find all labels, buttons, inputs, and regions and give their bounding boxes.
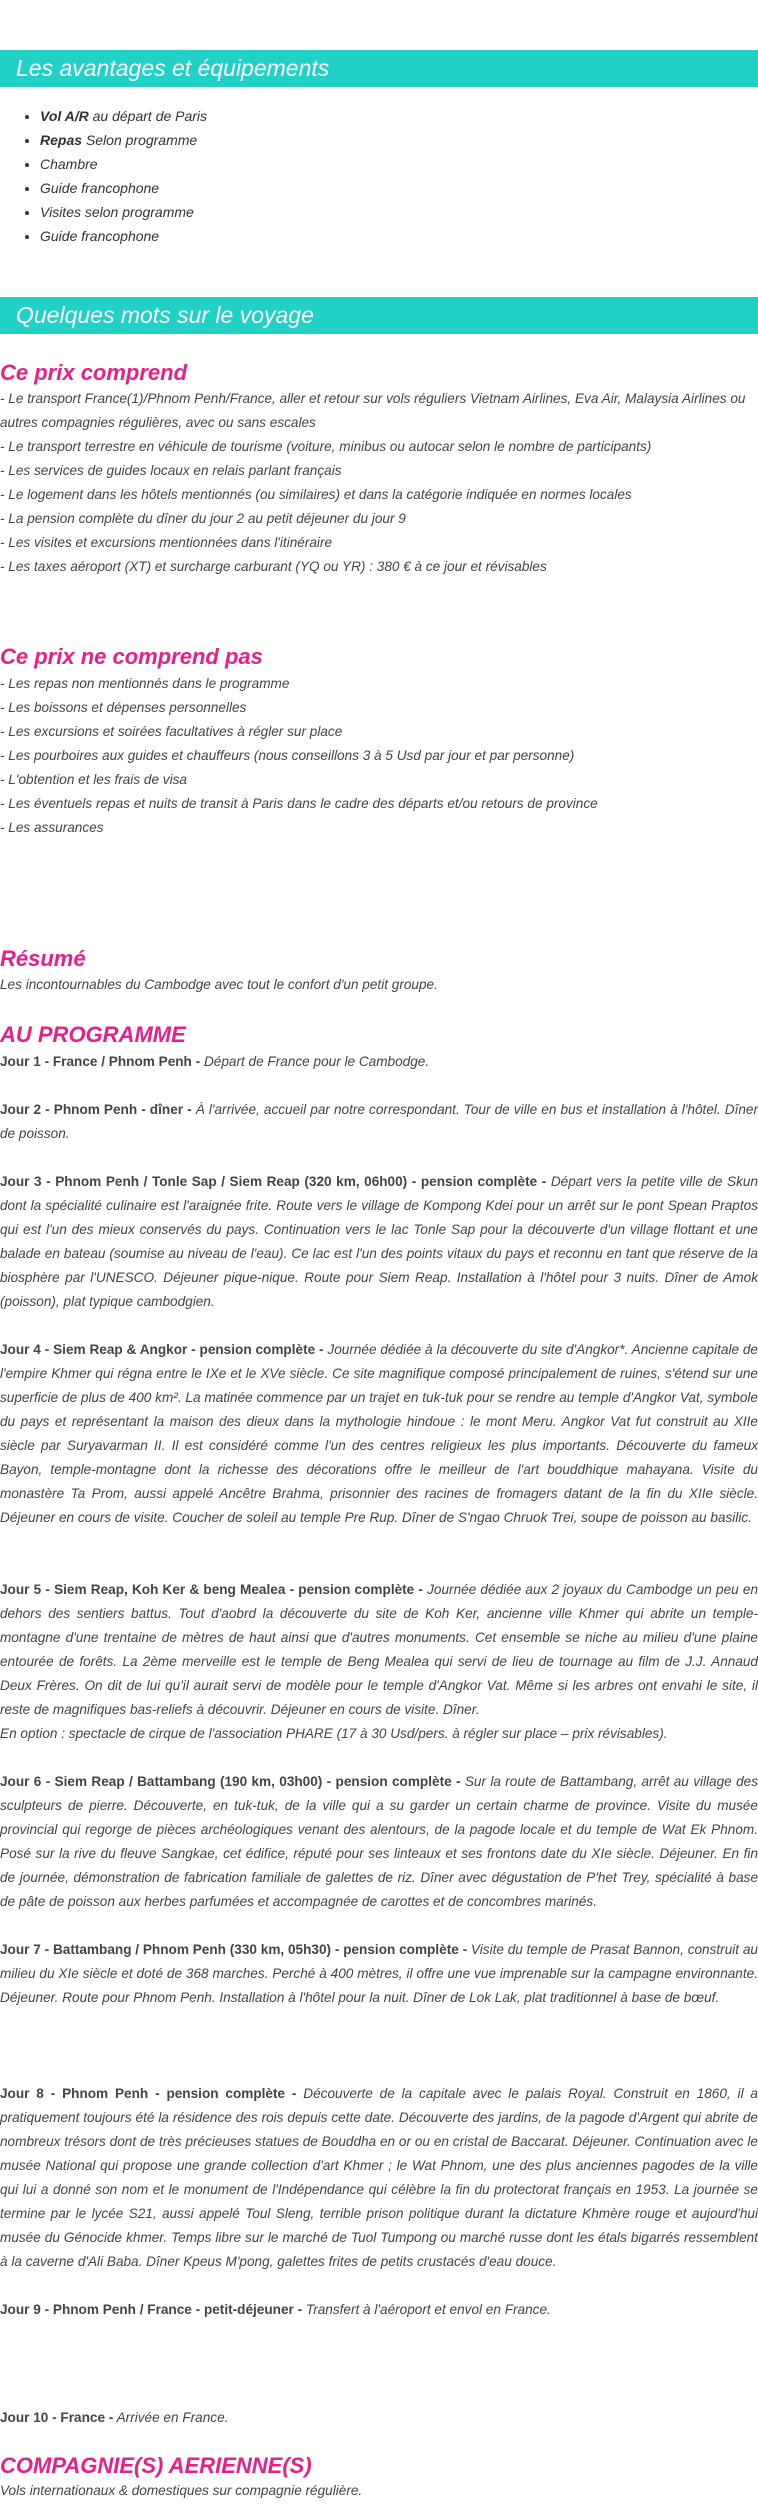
list-item: - Les boissons et dépenses personnelles	[0, 700, 247, 715]
day-7: Jour 7 - Battambang / Phnom Penh (330 km, 05h30) - pension complète - Visite du temple de Prasat Bannon, construit au milieu du XIe siècle et doté de 368 marches. Perché à 400 mètres, il offre une vue imprenable sur la campagne environnante. Déjeuner. Route pour Phnom Penh. Installation à l'hôtel pour la nuit. Dîner de Lok Lak, plat traditionnel à base de bœuf.	[0, 1942, 758, 2005]
summary-text: Les incontournables du Cambodge avec tout le confort d'un petit groupe.	[0, 977, 438, 992]
list-item: • Visites selon programme	[40, 200, 207, 224]
day-3: Jour 3 - Phnom Penh / Tonle Sap / Siem Reap (320 km, 06h00) - pension complète - Départ vers la petite ville de Skun dont la spécialité culinaire est l'araignée frite. Route vers le village de Kompong Kdei pour un arrêt sur le pont Spean Praptos qui est l'un des mieux conservés du pays. Continuation vers le lac Tonle Sap pour la découverte d'un village flottant et une balade en bateau (soumise au niveau de l'eau). Ce lac est l'un des points vitaux du pays et reconnu en tant que réserve de la biosphère par l'UNESCO. Déjeuner pique-nique. Route pour Siem Reap. Installation à l'hôtel pour 3 nuits. Dîner de Amok (poisson), plat typique cambodgien.	[0, 1174, 758, 1309]
day-5: Jour 5 - Siem Reap, Koh Ker & beng Mealea - pension complète - Journée dédiée aux 2 joyaux du Cambodge un peu en dehors des sentiers battus. Tout d'aobrd la découverte du site de Koh Ker, ancienne ville Khmer qui abrite un temple-montagne d'une trentaine de mètres de haut ainsi que d'autres monuments. Cet ensemble se niche au milieu d'une plaine entourée de forêts. La 2ème merveille est le temple de Beng Mealea qui servi de lieu de tournage au film de J.J. Annaud Deux Frères. On dit de lui qu'il aurait servi de modèle pour le temple d'Angkor Vat. Même si les arbres ont envahi le site, il reste de magnifiques bas-reliefs à découvrir. Déjeuner en cours de visite. Dîner. En option : spectacle de cirque de l'association PHARE (17 à 30 Usd/pers. à régler sur place – prix révisables).	[0, 1582, 758, 1741]
list-item: - Les excursions et soirées facultatives à régler sur place	[0, 724, 343, 739]
advantages-title: Les avantages et équipements	[0, 50, 758, 87]
summary-title: Résumé	[0, 946, 86, 971]
list-item: - Les assurances	[0, 820, 104, 835]
airline-title: COMPAGNIE(S) AERIENNE(S)	[0, 2453, 312, 2478]
day-8: Jour 8 - Phnom Penh - pension complète - Découverte de la capitale avec le palais Royal. Construit en 1860, il a pratiquement toujours été la résidence des rois depuis cette date. Découverte des jardins, de la pagode d'Argent qui abrite de nombreux trésors dont de très précieuses statues de Bouddha en or ou en cristal de Baccarat. Déjeuner. Continuation avec le musée National qui propose une grande collection d'art Khmer ; le Wat Phnom, une des plus anciennes pagodes de la ville qui lui a donné son nom et le monument de l'Indépendance qui célèbre la fin du protectorat français en 1953. La journée se termine par le lycée S21, aussi appelé Toul Sleng, terrible prison politique durant la dictature Khmère rouge et aujourd'hui musée du Génocide khmer. Temps libre sur le marché de Tuol Tumpong ou marché russe dont les étals bigarrés ressemblent à la caverne d'Ali Baba. Dîner Kpeus M'pong, galettes frites de petits crustacés d'eau douce.	[0, 2086, 758, 2269]
list-item: - Les éventuels repas et nuits de transit à Paris dans le cadre des départs et/ou retours de province	[0, 796, 598, 811]
program-title: AU PROGRAMME	[0, 1022, 186, 1047]
excludes-list	[0, 672, 758, 840]
day-10: Jour 10 - France - Arrivée en France.	[0, 2410, 229, 2425]
list-item: - Le logement dans les hôtels mentionnés (ou similaires) et dans la catégorie indiquée en normes locales	[0, 487, 632, 502]
list-item: - Les taxes aéroport (XT) et surcharge carburant (YQ ou YR) : 380 € à ce jour et révisables	[0, 559, 547, 574]
airline-text: Vols internationaux & domestiques sur compagnie régulière.	[0, 2483, 363, 2498]
day-9: Jour 9 - Phnom Penh / France - petit-déjeuner - Transfert à l'aéroport et envol en France.	[0, 2302, 551, 2317]
list-item: - Les services de guides locaux en relais parlant français	[0, 463, 342, 478]
day-1: Jour 1 - France / Phnom Penh - Départ de France pour le Cambodge.	[0, 1054, 430, 1069]
trip-words-title: Quelques mots sur le voyage	[0, 297, 758, 334]
list-item: - Le transport France(1)/Phnom Penh/France, aller et retour sur vols réguliers Vietnam Airlines, Eva Air, Malaysia Airlines ou autres compagnies régulières, avec ou sans escales	[0, 391, 746, 430]
includes-title: Ce prix comprend	[0, 360, 188, 385]
day-6: Jour 6 - Siem Reap / Battambang (190 km, 03h00) - pension complète - Sur la route de Battambang, arrêt au village des sculpteurs de pierre. Découverte, en tuk-tuk, de la ville qui a su garder un certain charme de province. Visite du musée provincial qui regorge de pièces archéologiques venant des alentours, de la pagode locale et du temple de Wat Ek Phnom. Posé sur la rive du fleuve Sangkae, cet édifice, réputé pour ses linteaux et ses frontons date du XIe siècle. Déjeuner. En fin de journée, démonstration de fabrication familiale de galettes de riz. Dîner avec dégustation de P'het Trey, spécialité à base de pâte de poisson aux herbes parfumées et accompagnée de carottes et de concombres marinés.	[0, 1774, 758, 1909]
list-item: • Repas Selon programme	[40, 128, 207, 152]
list-item: • Vol A/R au départ de Paris	[40, 104, 207, 128]
list-item: - La pension complète du dîner du jour 2 au petit déjeuner du jour 9	[0, 511, 406, 526]
list-item: - Les repas non mentionnés dans le programme	[0, 676, 290, 691]
list-item: - Les visites et excursions mentionnées dans l'itinéraire	[0, 535, 333, 550]
list-item: • Guide francophone	[40, 176, 207, 200]
list-item: • Chambre	[40, 152, 207, 176]
list-item: • Guide francophone	[40, 224, 207, 248]
includes-list	[0, 387, 758, 579]
day-4: Jour 4 - Siem Reap & Angkor - pension complète - Journée dédiée à la découverte du site d'Angkor*. Ancienne capitale de l'empire Khmer qui régna entre le IXe et le XVe siècle. Ce site magnifique composé principalement de ruines, s'étend sur une superficie de plus de 400 km². La matinée commence par un trajet en tuk-tuk pour se rendre au temple d'Angkor Vat, symbole du pays et représentant la maison des dieux dans la mythologie hindoue : le mont Meru. Angkor Vat fut construit au XIIe siècle par Suryavarman II. Il est considéré comme l'un des centres religieux les plus importants. Découverte du fameux Bayon, temple-montagne dont la richesse des décorations offre le meilleur de l'art bouddhique mahayana. Visite du monastère Ta Prom, aussi appelé Ancêtre Brahma, prisonnier des racines de fromagers datant de la fin du XIIe siècle. Déjeuner en cours de visite. Coucher de soleil au temple Pre Rup. Dîner de S'ngao Chruok Trei, soupe de poisson au basilic.	[0, 1342, 758, 1525]
list-item: - Le transport terrestre en véhicule de tourisme (voiture, minibus ou autocar selon le nombre de participants)	[0, 439, 652, 454]
advantages-list	[22, 104, 207, 248]
list-item: - Les pourboires aux guides et chauffeurs (nous conseillons 3 à 5 Usd par jour et par personne)	[0, 748, 575, 763]
excludes-title: Ce prix ne comprend pas	[0, 644, 263, 669]
list-item: - L'obtention et les frais de visa	[0, 772, 187, 787]
day-2: Jour 2 - Phnom Penh - dîner - À l'arrivée, accueil par notre correspondant. Tour de ville en bus et installation à l'hôtel. Dîner de poisson.	[0, 1102, 758, 1141]
